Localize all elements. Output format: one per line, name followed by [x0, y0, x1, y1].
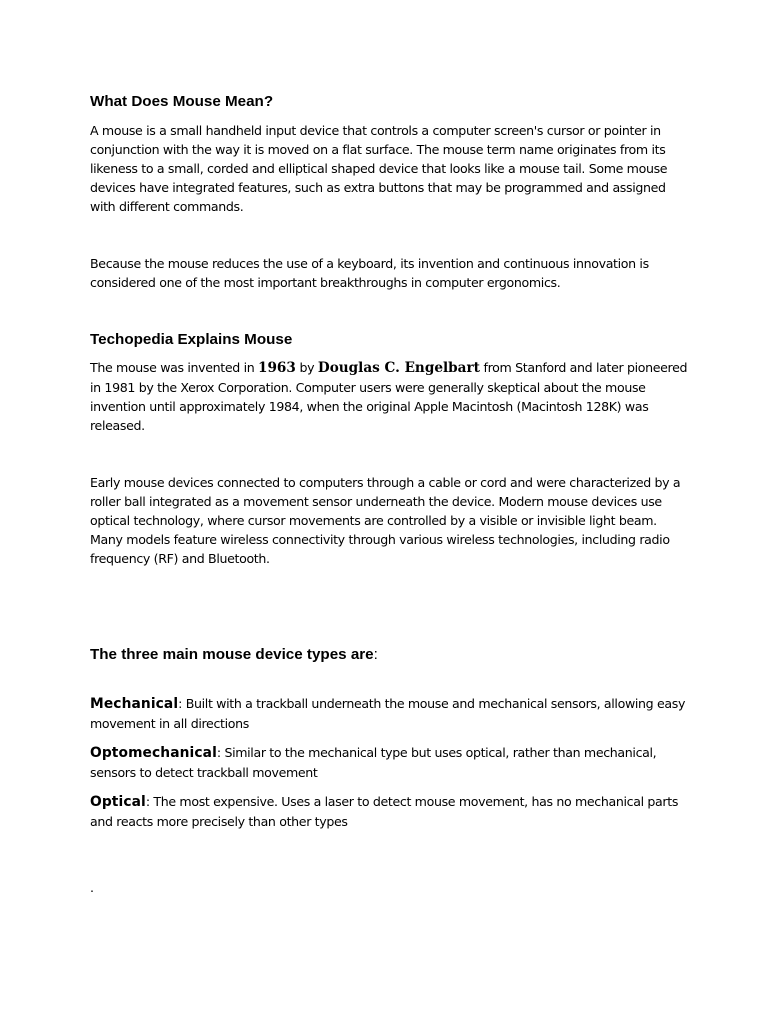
three-types-colon: : [373, 646, 378, 663]
document-body [90, 92, 690, 831]
type-desc-mechanical: : Built with a trackball underneath the mouse and mechanical sensors, allowing easy movement in all directions [90, 696, 686, 731]
paragraph-ergonomics: Because the mouse reduces the use of a keyboard, its invention and continuous innovation is considered one of the most important breakthroughs in computer ergonomics. [90, 256, 649, 290]
invention-prefix: The mouse was invented in [90, 360, 259, 375]
list-item-optical [90, 792, 690, 831]
type-name-optical: Optical [90, 794, 146, 810]
three-types-text: The three main mouse device types are [90, 646, 374, 663]
paragraph-invention-history [90, 358, 690, 435]
invention-year: 1963 [258, 360, 296, 376]
type-desc-optical: : The most expensive. Uses a laser to detect mouse movement, has no mechanical parts and reacts more precisely than other types [90, 794, 679, 829]
type-name-optomechanical: Optomechanical [90, 745, 217, 761]
inventor-name: Douglas C. Engelbart [317, 360, 480, 376]
invention-rest: from Stanford and later pioneered in 1981 by the Xerox Corporation. Computer users were generally skeptical about the mouse invention until approximately 1984, when the original Apple Macintosh (Macintosh 128K) was released. [90, 360, 688, 433]
heading-three-types [90, 645, 690, 665]
type-name-mechanical: Mechanical [90, 696, 179, 712]
paragraph-early-devices: Early mouse devices connected to computers through a cable or cord and were characterized by a roller ball integrated as a movement sensor underneath the device. Modern mouse devices use optical technology, where cursor movements are controlled by a visible or invisible light beam. Many models feature wireless connectivity through various wireless technologies, including radio frequency (RF) and Bluetooth. [90, 475, 681, 566]
paragraph-mouse-definition: A mouse is a small handheld input device that controls a computer screen's cursor or pointer in conjunction with the way it is moved on a flat surface. The mouse term name originates from its likeness to a small, corded and elliptical shaped device that looks like a mouse tail. Some mouse devices have integrated features, such as extra buttons that may be programmed and assigned with different commands. [90, 123, 668, 214]
invention-by: by [295, 360, 318, 375]
type-desc-optomechanical: : Similar to the mechanical type but uses optical, rather than mechanical, sensors to detect trackball movement [90, 745, 657, 780]
heading-what-does-mouse-mean: What Does Mouse Mean? [90, 93, 274, 110]
heading-techopedia-explains: Techopedia Explains Mouse [90, 331, 293, 348]
trailing-period: . [90, 880, 95, 895]
list-item-mechanical [90, 694, 690, 733]
list-item-optomechanical [90, 743, 690, 782]
